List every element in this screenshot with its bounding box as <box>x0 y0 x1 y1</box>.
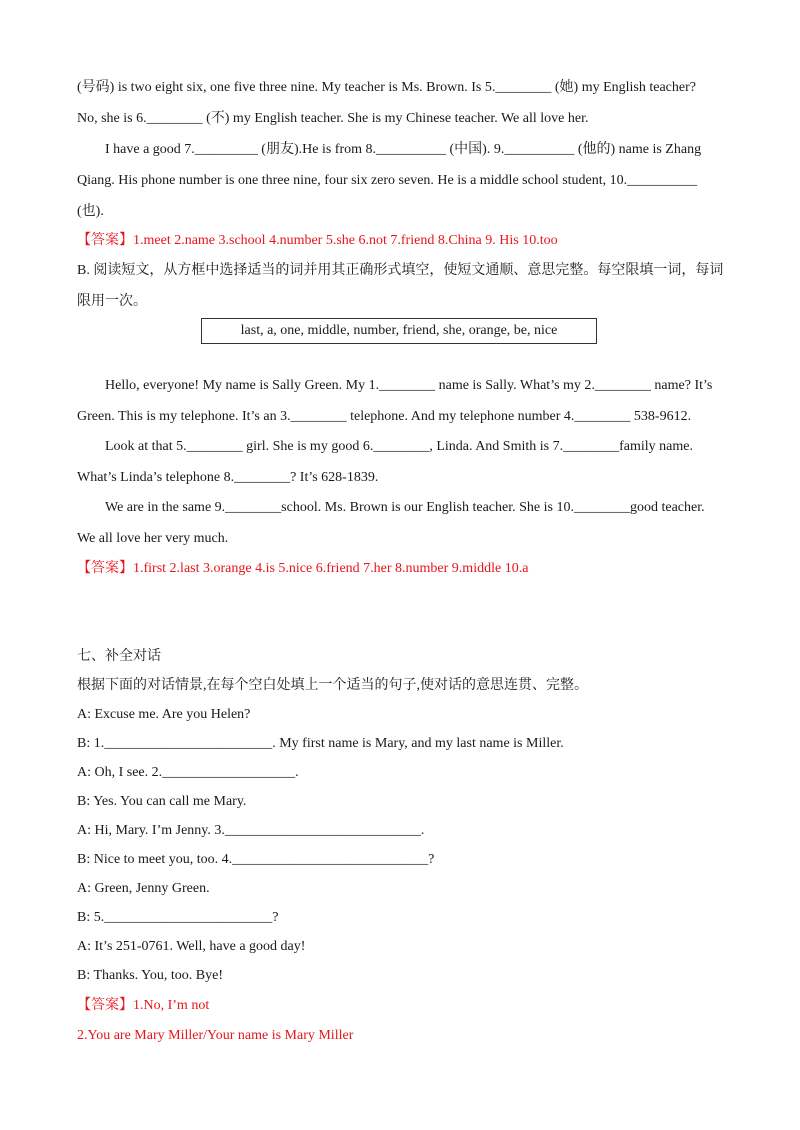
section-7-instruction: 根据下面的对话情景,在每个空白处填上一个适当的句子,使对话的意思连贯、完整。 <box>77 678 588 693</box>
passage-a-line-4: Qiang. His phone number is one three nine, four six zero seven. He is a middle school student, 10.__________ <box>77 173 698 188</box>
dialog-line: B: 1.________________________. My first name is Mary, and my last name is Miller. <box>77 736 564 751</box>
dialog-line: B: 5.________________________? <box>77 910 279 925</box>
passage-a-line-3: I have a good 7._________ (朋友).He is from 8.__________ (中国). 9.__________ (他的) name is Zhang <box>105 142 702 157</box>
section-7-heading: 七、补全对话 <box>77 649 161 664</box>
passage-b-line-3: Look at that 5.________ girl. She is my good 6.________, Linda. And Smith is 7.________family name. <box>105 439 693 454</box>
word-box <box>201 318 597 344</box>
passage-a-line-1: (号码) is two eight six, one five three nine. My teacher is Ms. Brown. Is 5.________ (她) my English teacher? <box>77 80 696 95</box>
answer-b: 【答案】1.first 2.last 3.orange 4.is 5.nice 6.friend 7.her 8.number 9.middle 10.a <box>77 561 529 576</box>
answer-7-line-1: 【答案】1.No, I’m not <box>77 998 210 1013</box>
dialog-line: A: Hi, Mary. I’m Jenny. 3.____________________________. <box>77 823 425 838</box>
answer-7-line-2: 2.You are Mary Miller/Your name is Mary Miller <box>77 1028 354 1043</box>
part-b-instruction-2: 限用一次。 <box>77 294 147 309</box>
passage-a-line-5: (也). <box>77 204 104 219</box>
dialog-line: A: Excuse me. Are you Helen? <box>77 707 251 722</box>
word-box-text: last, a, one, middle, number, friend, she, orange, be, nice <box>240 323 558 338</box>
passage-a-line-2: No, she is 6.________ (不) my English teacher. She is my Chinese teacher. We all love her. <box>77 111 589 126</box>
dialog-line: A: Green, Jenny Green. <box>77 881 210 896</box>
passage-b-line-1: Hello, everyone! My name is Sally Green. My 1.________ name is Sally. What’s my 2.________ name? It’s <box>105 378 713 393</box>
dialog-line: A: It’s 251-0761. Well, have a good day! <box>77 939 306 954</box>
passage-b-line-2: Green. This is my telephone. It’s an 3.________ telephone. And my telephone number 4.________ 538-9612. <box>77 409 692 424</box>
dialog-line: B: Yes. You can call me Mary. <box>77 794 247 809</box>
passage-b-line-4: What’s Linda’s telephone 8.________? It’s 628-1839. <box>77 470 379 485</box>
passage-b-line-5: We are in the same 9.________school. Ms. Brown is our English teacher. She is 10.________good teacher. <box>105 500 705 515</box>
dialog-line: B: Thanks. You, too. Bye! <box>77 968 223 983</box>
answer-a: 【答案】1.meet 2.name 3.school 4.number 5.she 6.not 7.friend 8.China 9. His 10.too <box>77 233 558 248</box>
part-b-instruction-1: B. 阅读短文，从方框中选择适当的词并用其正确形式填空，使短文通顺、意思完整。每空限填一词，每词 <box>77 263 724 278</box>
dialog-line: A: Oh, I see. 2.___________________. <box>77 765 299 780</box>
passage-b-line-6: We all love her very much. <box>77 531 229 546</box>
dialog-line: B: Nice to meet you, too. 4.____________________________? <box>77 852 435 867</box>
